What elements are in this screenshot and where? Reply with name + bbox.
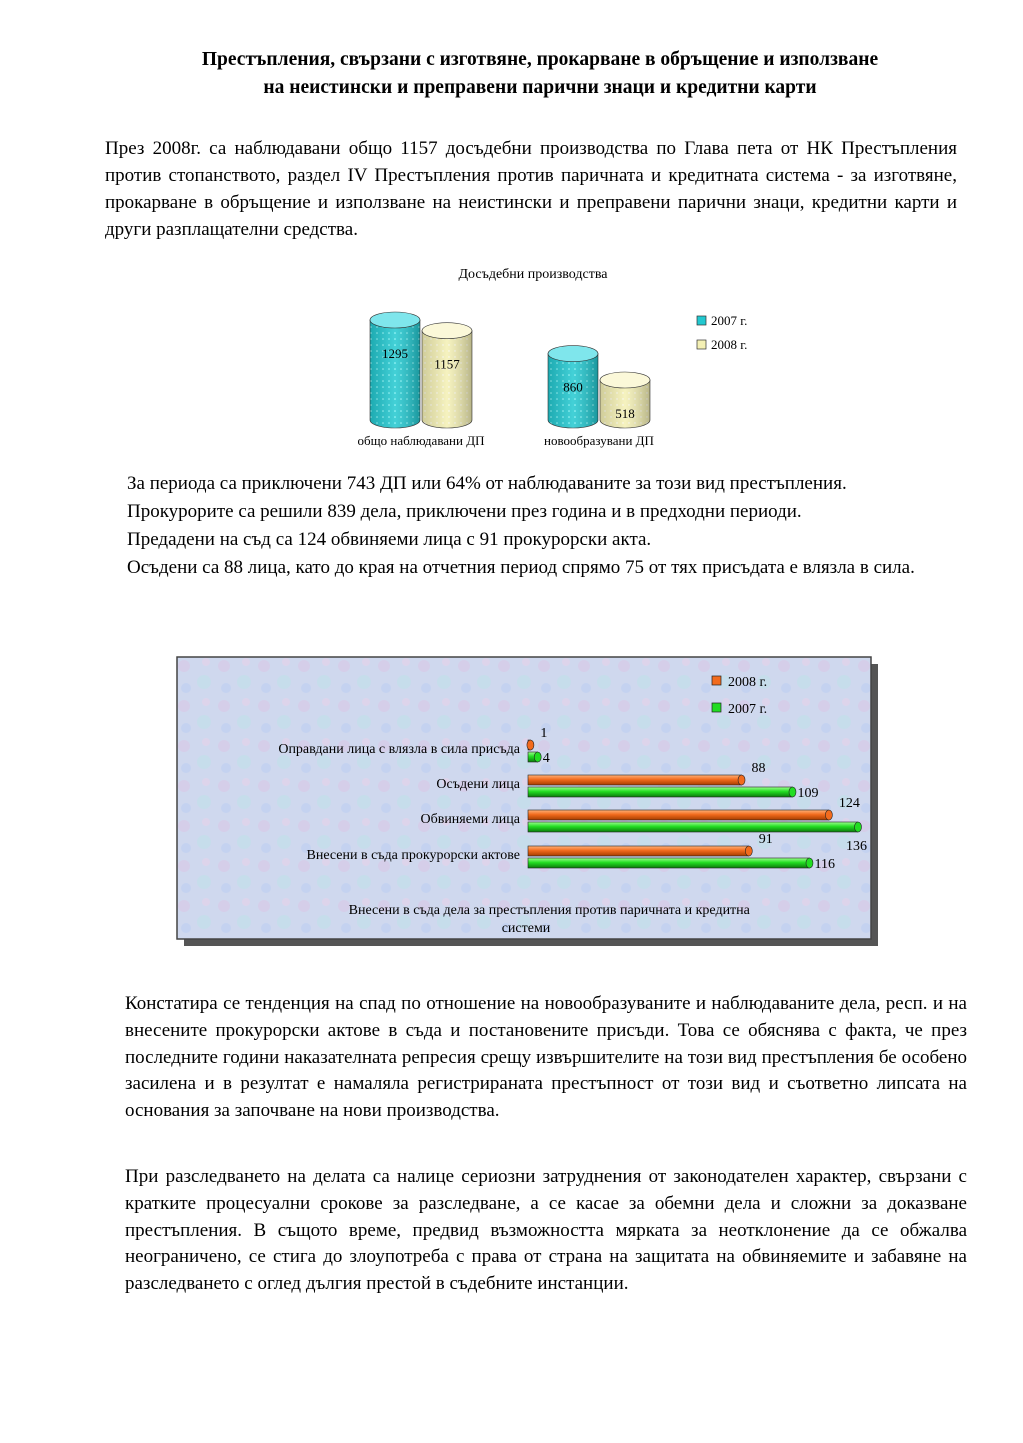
- chart2-bar: [527, 740, 534, 750]
- conclusion-paragraph-1: Констатира се тенденция на спад по отношение на новообразуваните и наблюдаваните дела, респ. и на внесените прокурорски актове в съда и постановените присъди. Това се обяснява с факта, че през последните години наказателната репресия срещу извършителите на този вид престъпления бе особено засилена и в резултат е намаляла регистрираната престъпност от този вид и съответно липсата на основания за започване на нови производства.: [125, 993, 967, 1122]
- chart2-bar: [528, 822, 862, 832]
- chart1-category-label: общо наблюдавани ДП: [357, 433, 485, 448]
- chart2-bar: [528, 858, 813, 868]
- statistics-list: [127, 472, 957, 584]
- chart1-data-label: 1157: [434, 356, 460, 372]
- stat-convicted: Осъдени са 88 лица, като до края на отчетния период спрямо 75 от тях присъдата е влязла в сила.: [127, 557, 915, 578]
- chart2-frame: [177, 657, 871, 939]
- chart2-bar: [528, 810, 832, 820]
- chart1-title: Досъдебни производства: [458, 267, 608, 282]
- chart1-data-label: 1295: [382, 346, 408, 361]
- chart1-legend-label: 2007 г.: [711, 313, 748, 328]
- chart2-data-label: 91: [758, 832, 773, 847]
- chart2-bar: [528, 846, 752, 856]
- court-cases-chart: [176, 656, 880, 948]
- chart2-bar: [528, 775, 745, 785]
- chart2-category-label: Обвиняеми лица: [420, 812, 520, 827]
- chart2-data-label: 136: [846, 839, 867, 854]
- chart1-data-label: 860: [563, 379, 583, 395]
- chart1-legend-swatch: [697, 340, 706, 349]
- title-line-2: на неистински и преправени парични знаци и кредитни карти: [263, 77, 817, 98]
- chart2-bar: [528, 752, 541, 762]
- pretrial-proceedings-chart: [320, 258, 790, 458]
- chart2-data-label: 1: [540, 726, 548, 741]
- chart2-data-label: 4: [542, 751, 550, 766]
- chart2-data-label: 88: [751, 761, 766, 776]
- chart2-data-label: 109: [797, 786, 819, 801]
- chart2-data-label: 124: [838, 796, 860, 811]
- chart2-category-label: Осъдени лица: [436, 777, 520, 792]
- stat-completed: За периода са приключени 743 ДП или 64% от наблюдаваните за този вид престъпления.: [127, 473, 847, 494]
- chart1-data-label: 518: [615, 406, 635, 421]
- chart1-bar: [422, 323, 472, 428]
- chart1-legend-label: 2008 г.: [711, 337, 748, 352]
- chart1-bar: [370, 312, 420, 428]
- chart2-legend-swatch: [712, 676, 721, 685]
- stat-decided: Прокурорите са решили 839 дела, приключени през година и в предходни периоди.: [127, 501, 802, 522]
- chart1-category-label: новообразувани ДП: [544, 433, 654, 448]
- chart2-legend-swatch: [712, 703, 721, 712]
- chart1-legend-swatch: [697, 316, 706, 325]
- chart2-category-label: Внесени в съда прокурорски актове: [306, 848, 520, 863]
- chart2-legend-label: 2008 г.: [728, 675, 768, 690]
- stat-referred: Предадени на съд са 124 обвиняеми лица с 91 прокурорски акта.: [127, 529, 652, 550]
- page-title: [100, 46, 980, 102]
- title-line-1: Престъпления, свързани с изготвяне, прокарване в обръщение и използване: [201, 49, 879, 70]
- chart2-category-label: Оправдани лица с влязла в сила присъда: [278, 742, 520, 757]
- intro-paragraph: През 2008г. са наблюдавани общо 1157 досъдебни производства по Глава пета от НК Престъпления против стопанството, раздел IV Престъпления против паричната и кредитната система - за изготвяне, прокарване в обръщение и използване на неистински и преправени парични знаци, кредитни карти и други разплащателни средства.: [105, 138, 957, 240]
- conclusion-paragraph-2: При разследването на делата са налице сериозни затруднения от законодателен характер, свързани с кратките процесуални срокове за разследване, а се касае за обемни дела и сложни за доказване престъпления. В същото време, предвид възможността мярката за неотклонение да се обжалва неограничено, се стига до злоупотреба с права от страна на защитата на обвиняемите и забавяне на разследването с оглед дългия престой в съдебните инстанции.: [125, 1166, 967, 1295]
- chart2-bar: [528, 787, 796, 797]
- chart2-title: Внесени в съда дела за престъпления против паричната и кредитна системи: [348, 903, 750, 936]
- chart2-data-label: 116: [814, 857, 835, 872]
- chart2-legend-label: 2007 г.: [728, 702, 768, 717]
